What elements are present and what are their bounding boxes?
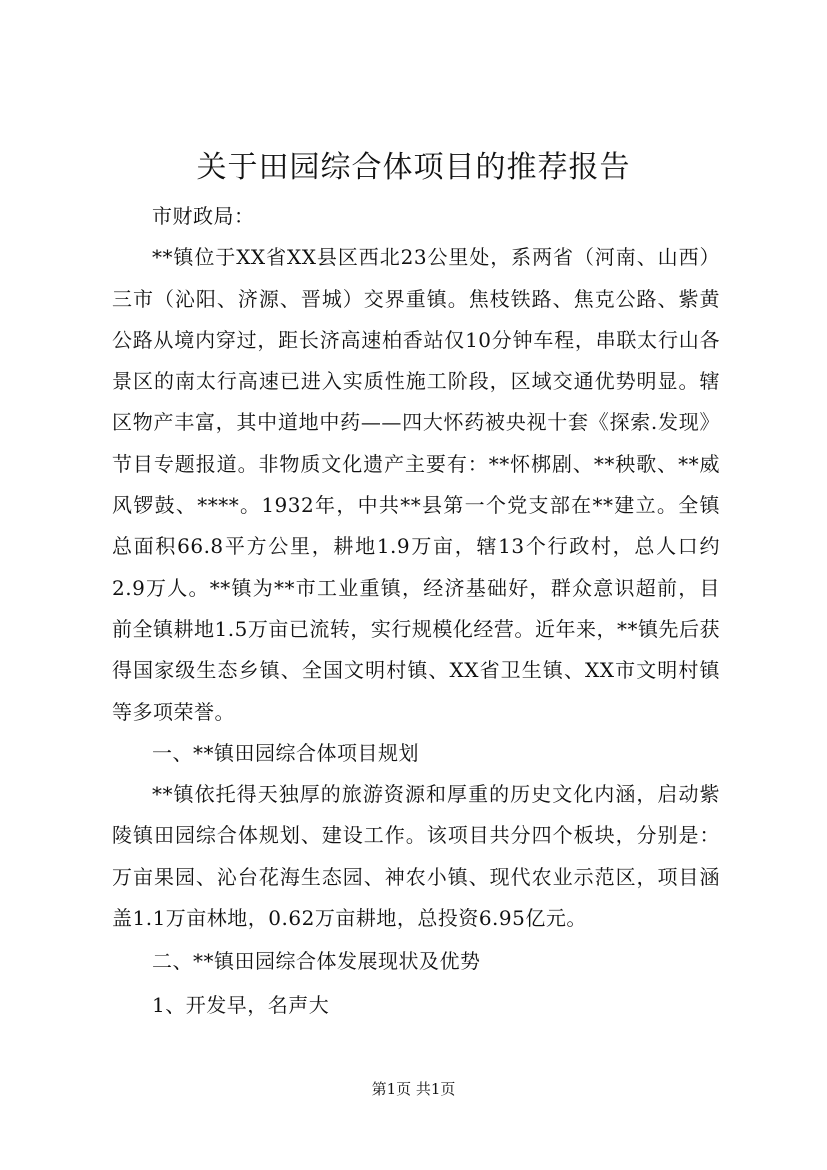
document-body — [112, 196, 720, 1026]
page-number: 第1页 共1页 — [371, 1080, 456, 1098]
heading-section-1: 一、**镇田园综合体项目规划 — [152, 740, 419, 765]
paragraph-project-plan: **镇依托得天独厚的旅游资源和厚重的历史文化内涵，启动紫陵镇田园综合体规划、建设工作。该项目共分四个板块，分别是：万亩果园、沁台花海生态园、神农小镇、现代农业示范区，项目涵盖1.1万亩林地，0.62万亩耕地，总投资6.95亿元。 — [112, 782, 720, 931]
document-title: 关于田园综合体项目的推荐报告 — [196, 150, 631, 185]
paragraph-overview: **镇位于XX省XX县区西北23公里处，系两省（河南、山西）三市（沁阳、济源、晋城）交界重镇。焦枝铁路、焦克公路、紫黄公路从境内穿过，距长济高速柏香站仅10分钟车程，串联太行山各景区的南太行高速已进入实质性施工阶段，区域交通优势明显。辖区物产丰富，其中道地中药——四大怀药被央视十套《探索.发现》节目专题报道。非物质文化遗产主要有：**怀梆剧、**秧歌、**威风锣鼓、****。1932年，中共**县第一个党支部在**建立。全镇总面积66.8平方公里，耕地1.9万亩，辖13个行政村，总人口约2.9万人。**镇为**市工业重镇，经济基础好，群众意识超前，目前全镇耕地1.5万亩已流转，实行规模化经营。近年来，**镇先后获得国家级生态乡镇、全国文明村镇、XX省卫生镇、XX市文明村镇等多项荣誉。 — [112, 245, 720, 724]
heading-subsection-1: 1、开发早，名声大 — [152, 992, 330, 1017]
salutation: 市财政局： — [152, 204, 255, 228]
heading-section-2: 二、**镇田园综合体发展现状及优势 — [152, 949, 481, 974]
